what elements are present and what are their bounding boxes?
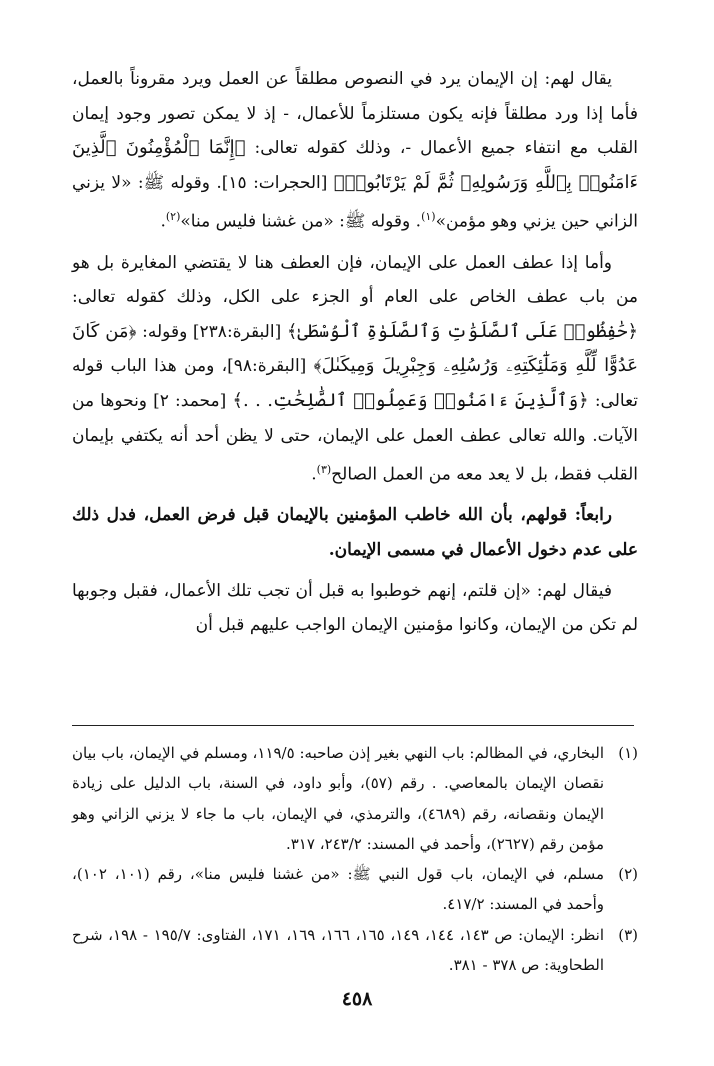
footnote-number: (٣) (618, 925, 638, 944)
section-label: رابعاً: (574, 505, 613, 526)
footnote-number: (١) (618, 744, 638, 762)
quran-verse-hujurat: ﴿إِنَّمَا ٱلْمُؤْمِنُونَ ٱلَّذِينَ ءَامَنُوا۟ بِٱللَّهِ وَرَسُولِهِۦ ثُمَّ لَمْ يَرْتَابُوا۟﴾ (72, 137, 639, 193)
section-heading-text: قولهم، بأن الله خاطب المؤمنين بالإيمان قبل فرض العمل، فدل ذلك على عدم دخول الأعمال في مسمى الإيمان. (72, 505, 638, 561)
footnote-ref-3[interactable]: (٣) (316, 463, 332, 477)
paragraph-2-text-d: [محمد: ٢] ونحوها من الآيات. والله تعالى عطف العمل على الإيمان، حتى لا يظن أحد أنه يكتفي بإيمان القلب فقط، بل لا يعد معه من العمل الصالح (72, 391, 638, 485)
paragraph-1-text-b: [الحجرات: ١٥]. وقوله ﷺ: «لا يزني الزاني حين يزني وهو مؤمن» (72, 172, 638, 233)
paragraph-4 (72, 574, 638, 643)
paragraph-2-text-b: [البقرة:٢٣٨] وقوله: (142, 321, 282, 342)
footnote-2 (72, 859, 638, 920)
paragraph-4-text: فيقال لهم: «إن قلتم، إنهم خوطبوا به قبل أن تجب تلك الأعمال، فقبل وجوبها لم تكن من الإيمان، وكانوا مؤمنين الإيمان الواجب عليهم قبل أن (72, 580, 638, 636)
footnote-text: انظر: الإيمان: ص ١٤٣، ١٤٤، ١٤٩، ١٦٥، ١٦٦، ١٦٩، ١٧١، الفتاوى: ١٩٥/٧ - ١٩٨، شرح الطحاوية: ص ٣٧٨ - ٣٨١. (72, 925, 604, 975)
quran-verse-baqarah-98: ﴿مَن كَانَ عَدُوًّا لِّلَّهِ وَمَلَٰٓئِكَتِهِۦ وَرُسُلِهِۦ وَجِبْرِيلَ وَمِيكَىٰلَ﴾ (72, 320, 638, 377)
paragraph-1-text-c: . وقوله ﷺ: «من غشنا فليس منا» (180, 212, 422, 233)
main-text (72, 62, 638, 643)
footnote-text: البخاري، في المظالم: باب النهي بغير إذن صاحبه: ١١٩/٥، ومسلم في الإيمان، باب بيان نقصان الإيمان بالمعاصي. . رقم (٥٧)، وأبو داود، في السنة، باب الدليل على زيادة الإيمان ونقصانه، رقم (٤٦٨٩)، والترمذي، في الإيمان، باب ما جاء لا يزني الزاني وهو مؤمن رقم (٢٦٢٧)، وأحمد في المسند: ٢٤٣/٢، ٣١٧. (72, 744, 604, 853)
footnote-ref-2[interactable]: (٢) (165, 210, 181, 224)
paragraph-2-text-c: [البقرة:٩٨]، ومن هذا الباب قوله تعالى: (72, 356, 639, 411)
paragraph-1 (72, 62, 638, 240)
page-number: ٤٥٨ (341, 988, 373, 1010)
quran-verse-muhammad-2: ﴿وَٱلَّذِينَ ءَامَنُوا۟ وَعَمِلُوا۟ ٱلصَّٰلِحَٰتِ. . .﴾ (232, 390, 589, 411)
quran-verse-baqarah-238: ﴿حَٰفِظُوا۟ عَلَى ٱلصَّلَوَٰتِ وَٱلصَّلَوٰةِ ٱلْوُسْطَىٰ﴾ (286, 320, 638, 342)
paragraph-2-text-a: وأما إذا عطف العمل على الإيمان، فإن العطف هنا لا يقتضي المغايرة بل هو من باب عطف الخاص على العام أو الجزء على الكل، وذلك كقوله تعالى: (72, 252, 638, 308)
paragraph-3 (72, 498, 638, 567)
footnote-divider (72, 725, 634, 726)
footnote-text: مسلم، في الإيمان، باب قول النبي ﷺ: «من غشنا فليس منا»، رقم (١٠١، ١٠٢)، وأحمد في المسند: ٤١٧/٢. (72, 865, 604, 914)
paragraph-1-text-d: . (160, 212, 166, 233)
footnote-number: (٢) (618, 865, 638, 884)
footnote-ref-1[interactable]: (١) (421, 210, 436, 224)
footnote-3 (72, 920, 638, 981)
paragraph-1-text-a: يقال لهم: إن الإيمان يرد في النصوص مطلقاً عن العمل ويرد مقروناً بالعمل، فأما إذا ورد مطلقاً فإنه يكون مستلزماً للأعمال، - إذ لا يمكن تصور وجود إيمان القلب مع انتفاء جميع الأعمال -، وذلك كقوله تعالى: (72, 69, 638, 159)
paragraph-2-text-e: . (311, 464, 317, 485)
footnote-1 (72, 738, 638, 859)
footnotes (72, 738, 638, 980)
paragraph-2 (72, 246, 638, 493)
